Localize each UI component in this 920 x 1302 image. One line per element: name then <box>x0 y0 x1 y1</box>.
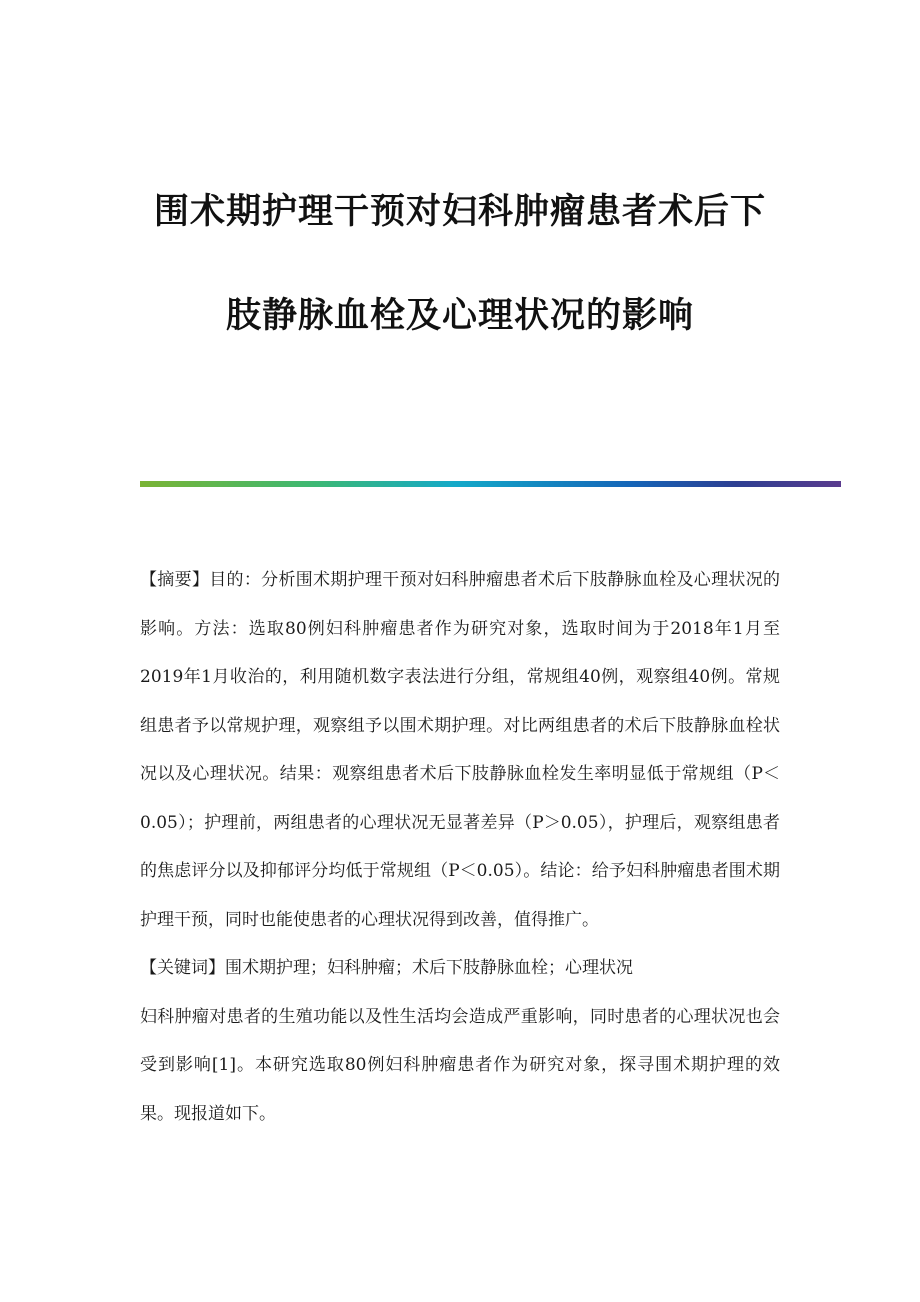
title-line-2: 肢静脉血栓及心理状况的影响 <box>225 296 694 336</box>
paper-body <box>140 556 780 1138</box>
title-divider <box>140 481 841 487</box>
paper-title <box>0 190 920 338</box>
keywords-paragraph: 【关键词】围术期护理；妇科肿瘤；术后下肢静脉血栓；心理状况 <box>140 958 633 978</box>
title-line-1: 围术期护理干预对妇科肿瘤患者术后下 <box>153 192 766 232</box>
abstract-paragraph: 【摘要】目的：分析围术期护理干预对妇科肿瘤患者术后下肢静脉血栓及心理状况的影响。方法：选取80例妇科肿瘤患者作为研究对象，选取时间为于2018年1月至2019年1月收治的，利用随机数字表法进行分组，常规组40例，观察组40例。常规组患者予以常规护理，观察组予以围术期护理。对比两组患者的术后下肢静脉血栓状况以及心理状况。结果：观察组患者术后下肢静脉血栓发生率明显低于常规组（P＜0.05）；护理前，两组患者的心理状况无显著差异（P＞0.05），护理后，观察组患者的焦虑评分以及抑郁评分均低于常规组（P＜0.05）。结论：给予妇科肿瘤患者围术期护理干预，同时也能使患者的心理状况得到改善，值得推广。 <box>140 570 780 930</box>
intro-paragraph: 妇科肿瘤对患者的生殖功能以及性生活均会造成严重影响，同时患者的心理状况也会受到影响[1]。本研究选取80例妇科肿瘤患者作为研究对象，探寻围术期护理的效果。现报道如下。 <box>140 1006 780 1124</box>
